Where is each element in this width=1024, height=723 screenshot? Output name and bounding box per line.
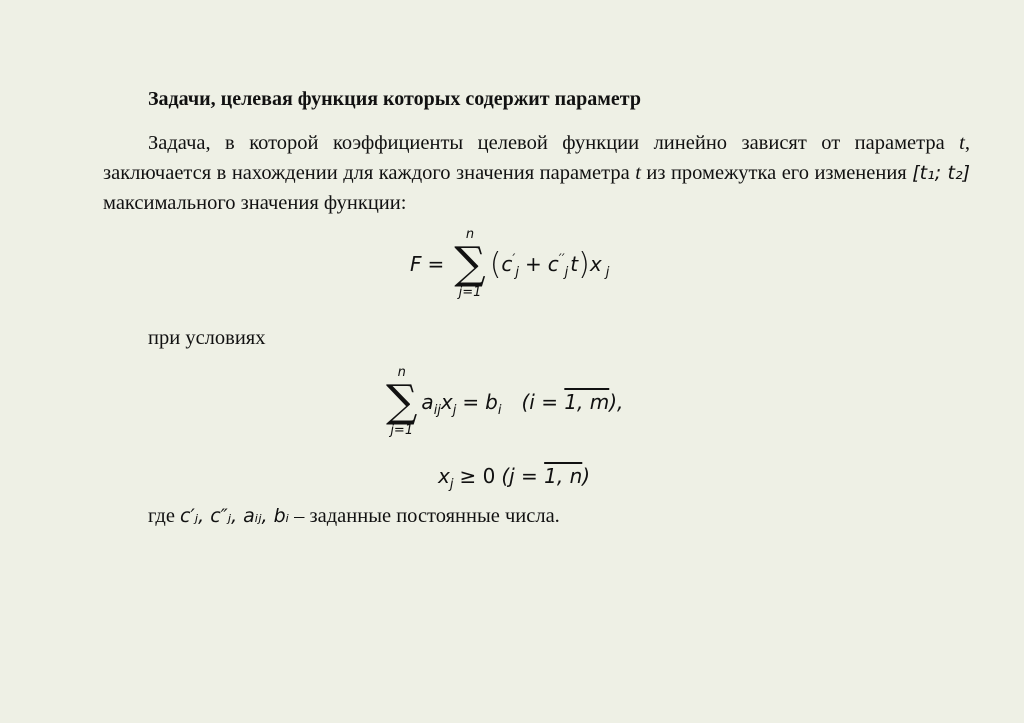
objective-formula — [410, 228, 609, 300]
nonneg: ≥ 0 — [459, 464, 496, 488]
sum-upper: n — [397, 365, 406, 380]
heading: Задачи, целевая функция которых содержит параметр — [148, 88, 641, 110]
interval: [t₁; t₂] — [912, 162, 970, 184]
para-text-4: максимального значения функции: — [103, 192, 407, 214]
coef-c1: $c'_j$ — [501, 252, 519, 280]
where-line — [148, 505, 560, 528]
plus: + — [525, 252, 542, 276]
close-paren: ) — [578, 246, 590, 282]
where-symbols: c′ⱼ, c″ⱼ, aᵢⱼ, bᵢ — [180, 505, 290, 527]
sum-operator — [386, 366, 417, 438]
where-prefix: где — [148, 505, 181, 527]
sum-operator — [454, 228, 485, 300]
sum-upper: n — [465, 227, 475, 242]
equals: = — [462, 390, 480, 414]
para-text-2: , заключается в нахождении для каждого значения параметра — [103, 132, 970, 184]
lhs: F — [410, 252, 422, 276]
sum-lower: j=1 — [390, 423, 414, 438]
equals: = — [427, 252, 445, 276]
var-x: $x_j$ — [438, 464, 454, 492]
constraint-sum — [382, 366, 623, 438]
var-t: t — [959, 132, 965, 154]
para-text-1: Задача, в которой коэффициенты целевой функции линейно зависят от параметра — [148, 132, 960, 154]
sigma-symbol: ∑ — [454, 238, 486, 289]
coef-a: $a_{ij}$ — [421, 390, 441, 418]
coef-c2: $c''_j$ — [547, 252, 569, 280]
constraint-nonneg — [438, 464, 591, 492]
conditions-label: при условиях — [148, 327, 266, 349]
param-t: t — [570, 252, 579, 276]
sigma-symbol: ∑ — [386, 376, 418, 427]
var-x: $x_j$ — [440, 390, 457, 418]
para-text-3: из промежутка его изменения — [640, 162, 913, 184]
var-x: x $_j$ — [589, 252, 610, 280]
where-suffix: – заданные постоянные числа. — [289, 505, 560, 527]
rhs-b: $b_i$ — [485, 390, 502, 418]
var-t: t — [635, 162, 641, 184]
sum-lower: j=1 — [458, 285, 482, 300]
open-paren: ( — [489, 246, 502, 282]
index-range: (i = 1, m), — [521, 390, 624, 414]
index-range: (j = 1, n) — [501, 464, 591, 488]
intro-paragraph — [103, 128, 970, 218]
